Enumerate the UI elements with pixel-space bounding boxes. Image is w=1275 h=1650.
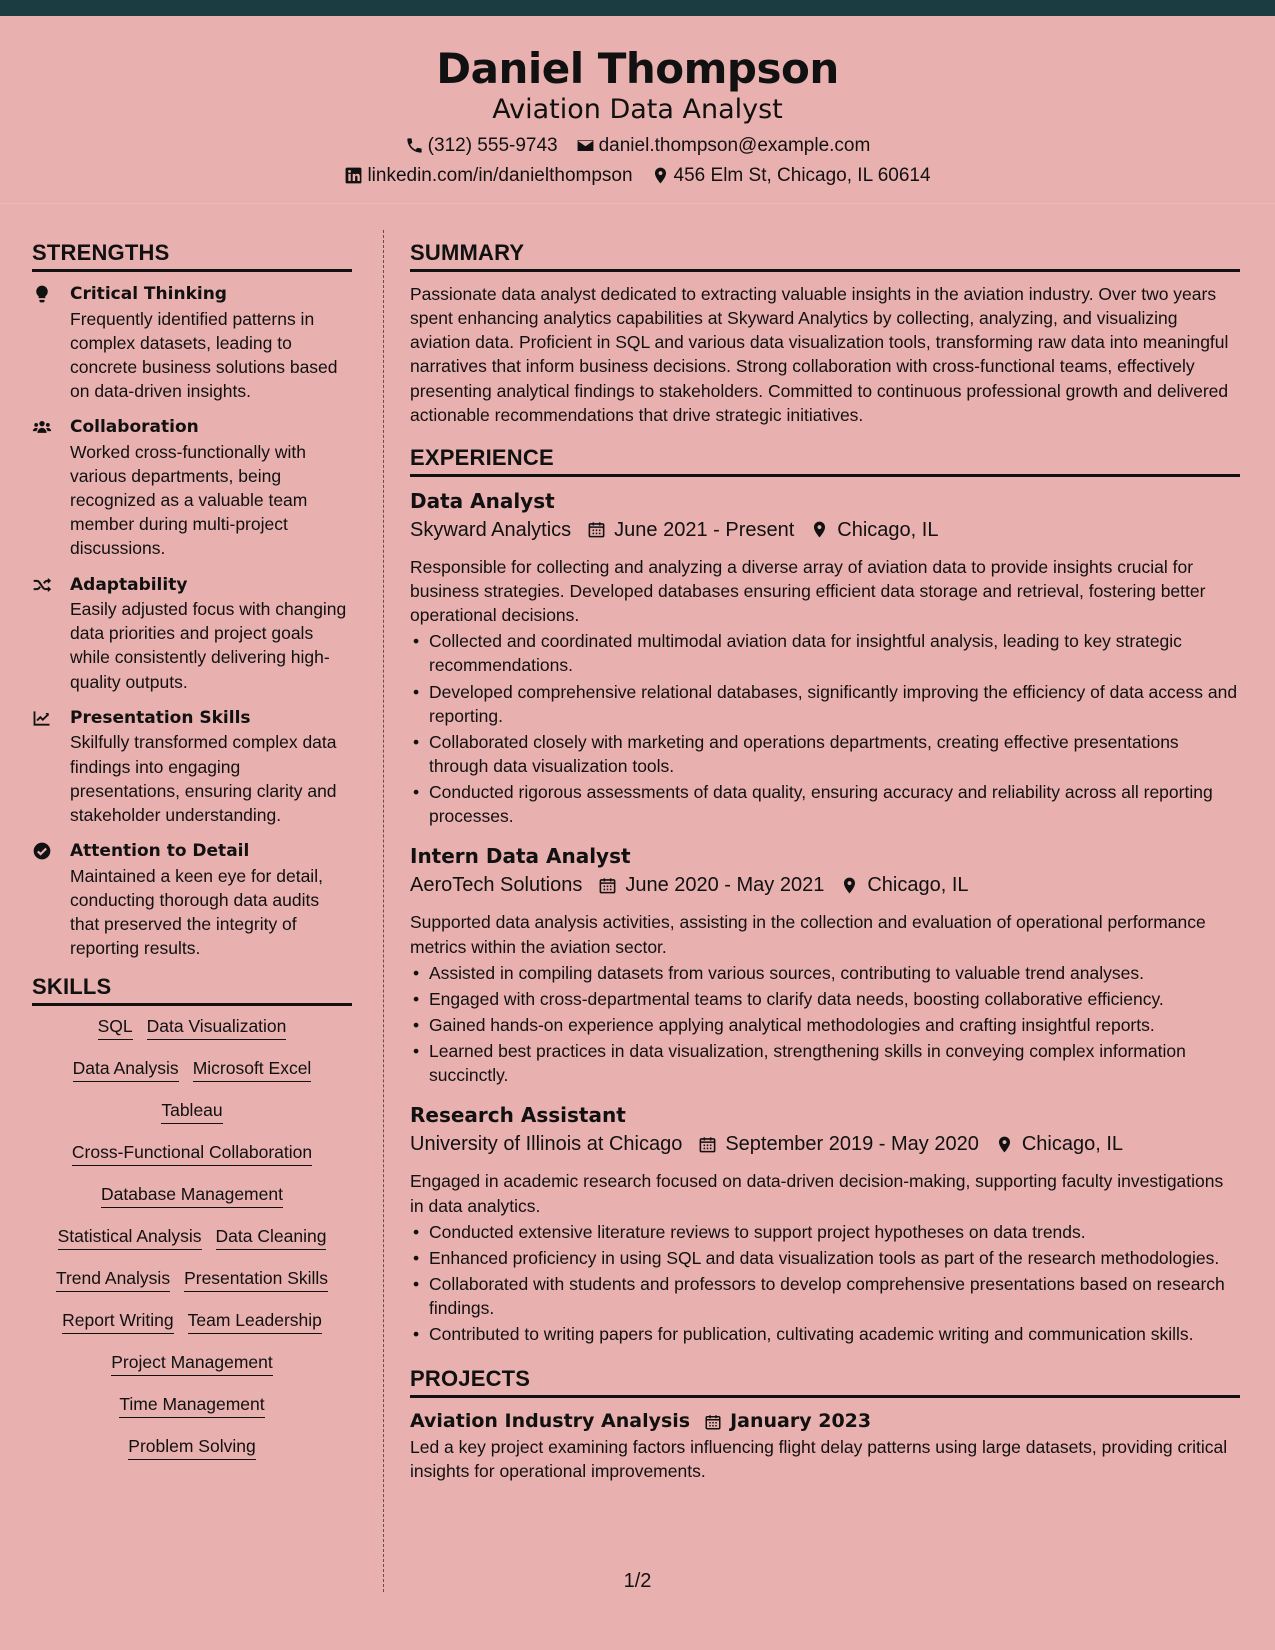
skill-tag: Data Visualization bbox=[147, 1016, 287, 1040]
skill-tag: Statistical Analysis bbox=[58, 1226, 202, 1250]
linkedin-icon bbox=[344, 166, 363, 185]
job-entry bbox=[410, 842, 1240, 1087]
skill-tag: Data Cleaning bbox=[216, 1226, 327, 1250]
right-column bbox=[410, 240, 1240, 1485]
strength-item bbox=[32, 415, 352, 560]
skills-heading: SKILLS bbox=[32, 974, 352, 1006]
project-title: Aviation Industry Analysis bbox=[410, 1410, 691, 1433]
bullet-item: • Collected and coordinated multimodal aviation data for insightful analysis, leading to key strategic recommendations. bbox=[410, 629, 1240, 677]
strength-desc: Maintained a keen eye for detail, conducting thorough data audits that preserved the integrity of reporting results. bbox=[70, 865, 323, 959]
column-divider bbox=[383, 230, 384, 1592]
calendar-icon bbox=[704, 1413, 722, 1431]
skill-tag: SQL bbox=[98, 1016, 133, 1040]
job-description: Responsible for collecting and analyzing a diverse array of aviation data to provide insights crucial for business strategies. Developed databases ensuring efficient data storage and retrieval, fostering better operational decisions. bbox=[410, 556, 1206, 626]
strength-name: Attention to Detail bbox=[70, 840, 250, 861]
linkedin-contact[interactable] bbox=[344, 165, 632, 187]
bullet-item: • Assisted in compiling datasets from various sources, contributing to valuable trend analyses. bbox=[410, 961, 1240, 985]
project-date: January 2023 bbox=[730, 1410, 872, 1433]
skill-tag: Data Analysis bbox=[73, 1058, 179, 1082]
top-accent-bar bbox=[0, 0, 1275, 16]
skills-row bbox=[32, 1058, 352, 1100]
skills-row bbox=[32, 1142, 352, 1184]
skill-tag: Database Management bbox=[101, 1184, 283, 1208]
chart-line-icon bbox=[32, 708, 52, 728]
job-meta bbox=[410, 1129, 1240, 1159]
shuffle-icon bbox=[32, 575, 52, 595]
job-dates: September 2019 - May 2020 bbox=[725, 1133, 979, 1156]
users-icon bbox=[32, 417, 52, 437]
bullet-item: • Contributed to writing papers for publication, cultivating academic writing and communication skills. bbox=[410, 1322, 1240, 1346]
project-title-row bbox=[410, 1408, 1240, 1435]
strengths-heading: STRENGTHS bbox=[32, 240, 352, 272]
map-pin-icon bbox=[840, 876, 859, 895]
summary-heading: SUMMARY bbox=[410, 240, 1240, 272]
bullet-item: • Gained hands-on experience applying analytical methodologies and crafting insightful reports. bbox=[410, 1013, 1240, 1037]
bullet-item: • Collaborated closely with marketing and operations departments, creating effective presentations through data visualization tools. bbox=[410, 730, 1240, 778]
calendar-icon bbox=[598, 876, 617, 895]
skills-row bbox=[32, 1268, 352, 1310]
experience-heading: EXPERIENCE bbox=[410, 445, 1240, 477]
skill-tag: Report Writing bbox=[62, 1310, 174, 1334]
job-dates: June 2021 - Present bbox=[614, 518, 795, 541]
skills-row bbox=[32, 1352, 352, 1394]
calendar-icon bbox=[587, 520, 606, 539]
address-text: 456 Elm St, Chicago, IL 60614 bbox=[673, 164, 931, 186]
projects-heading: PROJECTS bbox=[410, 1366, 1240, 1398]
job-bullets bbox=[410, 629, 1240, 828]
job-location: Chicago, IL bbox=[837, 518, 939, 541]
email-text: daniel.thompson@example.com bbox=[598, 134, 871, 156]
map-pin-icon bbox=[810, 520, 829, 539]
job-dates: June 2020 - May 2021 bbox=[625, 874, 825, 897]
skills-row bbox=[32, 1100, 352, 1142]
skills-row bbox=[32, 1016, 352, 1058]
strength-name: Adaptability bbox=[70, 574, 188, 595]
lightbulb-icon bbox=[32, 284, 52, 304]
strength-desc: Easily adjusted focus with changing data priorities and project goals while consistently delivering high-quality outputs. bbox=[70, 599, 347, 692]
skills-row bbox=[32, 1394, 352, 1436]
skill-tag: Tableau bbox=[161, 1100, 222, 1124]
bullet-item: • Learned best practices in data visualization, strengthening skills in conveying complex information succinctly. bbox=[410, 1039, 1240, 1087]
skill-tag: Time Management bbox=[119, 1394, 264, 1418]
bullet-item: • Developed comprehensive relational databases, significantly improving the efficiency of data access and reporting. bbox=[410, 680, 1240, 728]
bullet-item: • Enhanced proficiency in using SQL and data visualization tools as part of the research methodologies. bbox=[410, 1246, 1240, 1270]
contact-row-1 bbox=[0, 135, 1275, 157]
job-title: Research Assistant bbox=[410, 1103, 626, 1128]
job-bullets bbox=[410, 1220, 1240, 1347]
project-entry bbox=[410, 1408, 1240, 1483]
strength-name: Collaboration bbox=[70, 417, 199, 438]
bullet-item: • Conducted rigorous assessments of data quality, ensuring accuracy and reliability across all reporting processes. bbox=[410, 780, 1240, 828]
check-circle-icon bbox=[32, 841, 52, 861]
phone-contact[interactable] bbox=[405, 135, 558, 157]
strength-item bbox=[32, 573, 352, 694]
bullet-item: • Engaged with cross-departmental teams to clarify data needs, boosting collaborative efficiency. bbox=[410, 987, 1240, 1011]
skill-tag: Problem Solving bbox=[128, 1436, 255, 1460]
job-location: Chicago, IL bbox=[867, 874, 969, 897]
phone-text: (312) 555-9743 bbox=[427, 134, 558, 156]
skill-tag: Microsoft Excel bbox=[193, 1058, 312, 1082]
job-company: AeroTech Solutions bbox=[410, 874, 583, 897]
job-description: Engaged in academic research focused on data-driven decision-making, supporting faculty investigations in data analytics. bbox=[410, 1171, 1224, 1216]
strength-item bbox=[32, 706, 352, 827]
summary-text: Passionate data analyst dedicated to extracting valuable insights in the aviation industry. Over two years spent enhancing analytics capabilities at Skyward Analytics by collecting, analyzing, and visualizing aviation data. Proficient in SQL and various data visualization tools, transforming raw data into meaningful narratives that inform business decisions. Strong collaboration with cross-functional teams, effectively presenting analytical findings to stakeholders. Committed to continuous professional growth and delivered actionable recommendations that drive strategic initiatives. bbox=[410, 284, 1229, 425]
linkedin-text: linkedin.com/in/danielthompson bbox=[367, 164, 633, 186]
skills-list bbox=[32, 1016, 352, 1478]
candidate-name: Daniel Thompson bbox=[436, 44, 839, 93]
job-meta bbox=[410, 515, 1240, 545]
skill-tag: Team Leadership bbox=[188, 1310, 322, 1334]
map-pin-icon bbox=[651, 166, 670, 185]
strength-name: Presentation Skills bbox=[70, 707, 251, 728]
skills-row bbox=[32, 1226, 352, 1268]
page-number: 1/2 bbox=[623, 1570, 652, 1592]
strength-item bbox=[32, 839, 352, 960]
resume-header bbox=[0, 16, 1275, 204]
skill-tag: Trend Analysis bbox=[56, 1268, 170, 1292]
skills-row bbox=[32, 1436, 352, 1478]
contact-row-2 bbox=[0, 165, 1275, 187]
job-description: Supported data analysis activities, assisting in the collection and evaluation of operational performance metrics within the aviation sector. bbox=[410, 912, 1206, 957]
bullet-item: • Collaborated with students and professors to develop comprehensive presentations based on research findings. bbox=[410, 1272, 1240, 1320]
job-company: University of Illinois at Chicago bbox=[410, 1133, 683, 1156]
job-bullets bbox=[410, 961, 1240, 1088]
map-pin-icon bbox=[995, 1135, 1014, 1154]
job-entry bbox=[410, 487, 1240, 829]
skill-tag: Cross-Functional Collaboration bbox=[72, 1142, 312, 1166]
strength-item bbox=[32, 282, 352, 403]
job-entry bbox=[410, 1101, 1240, 1346]
job-title: Data Analyst bbox=[410, 488, 555, 513]
phone-icon bbox=[405, 136, 424, 155]
candidate-title: Aviation Data Analyst bbox=[492, 94, 783, 126]
strength-desc: Worked cross-functionally with various departments, being recognized as a valuable team member during multi-project discussions. bbox=[70, 441, 308, 559]
email-contact[interactable] bbox=[576, 135, 871, 157]
strength-desc: Frequently identified patterns in complex datasets, leading to concrete business solutions based on data-driven insights. bbox=[70, 308, 338, 402]
skills-row bbox=[32, 1310, 352, 1352]
skill-tag: Project Management bbox=[111, 1352, 272, 1376]
job-company: Skyward Analytics bbox=[410, 518, 572, 541]
project-description: Led a key project examining factors influencing flight delay patterns using large datasets, providing critical insights for operational improvements. bbox=[410, 1436, 1228, 1482]
strength-desc: Skilfully transformed complex data findings into engaging presentations, ensuring clarity and stakeholder understanding. bbox=[70, 732, 337, 825]
left-column bbox=[32, 240, 352, 1478]
job-location: Chicago, IL bbox=[1021, 1133, 1124, 1156]
calendar-icon bbox=[698, 1135, 717, 1154]
job-title: Intern Data Analyst bbox=[410, 844, 631, 869]
bullet-item: • Conducted extensive literature reviews to support project hypotheses on data trends. bbox=[410, 1220, 1240, 1244]
address-contact bbox=[651, 165, 931, 187]
job-meta bbox=[410, 870, 1240, 900]
skills-row bbox=[32, 1184, 352, 1226]
strength-name: Critical Thinking bbox=[70, 284, 227, 304]
skill-tag: Presentation Skills bbox=[184, 1268, 328, 1292]
envelope-icon bbox=[576, 136, 595, 155]
